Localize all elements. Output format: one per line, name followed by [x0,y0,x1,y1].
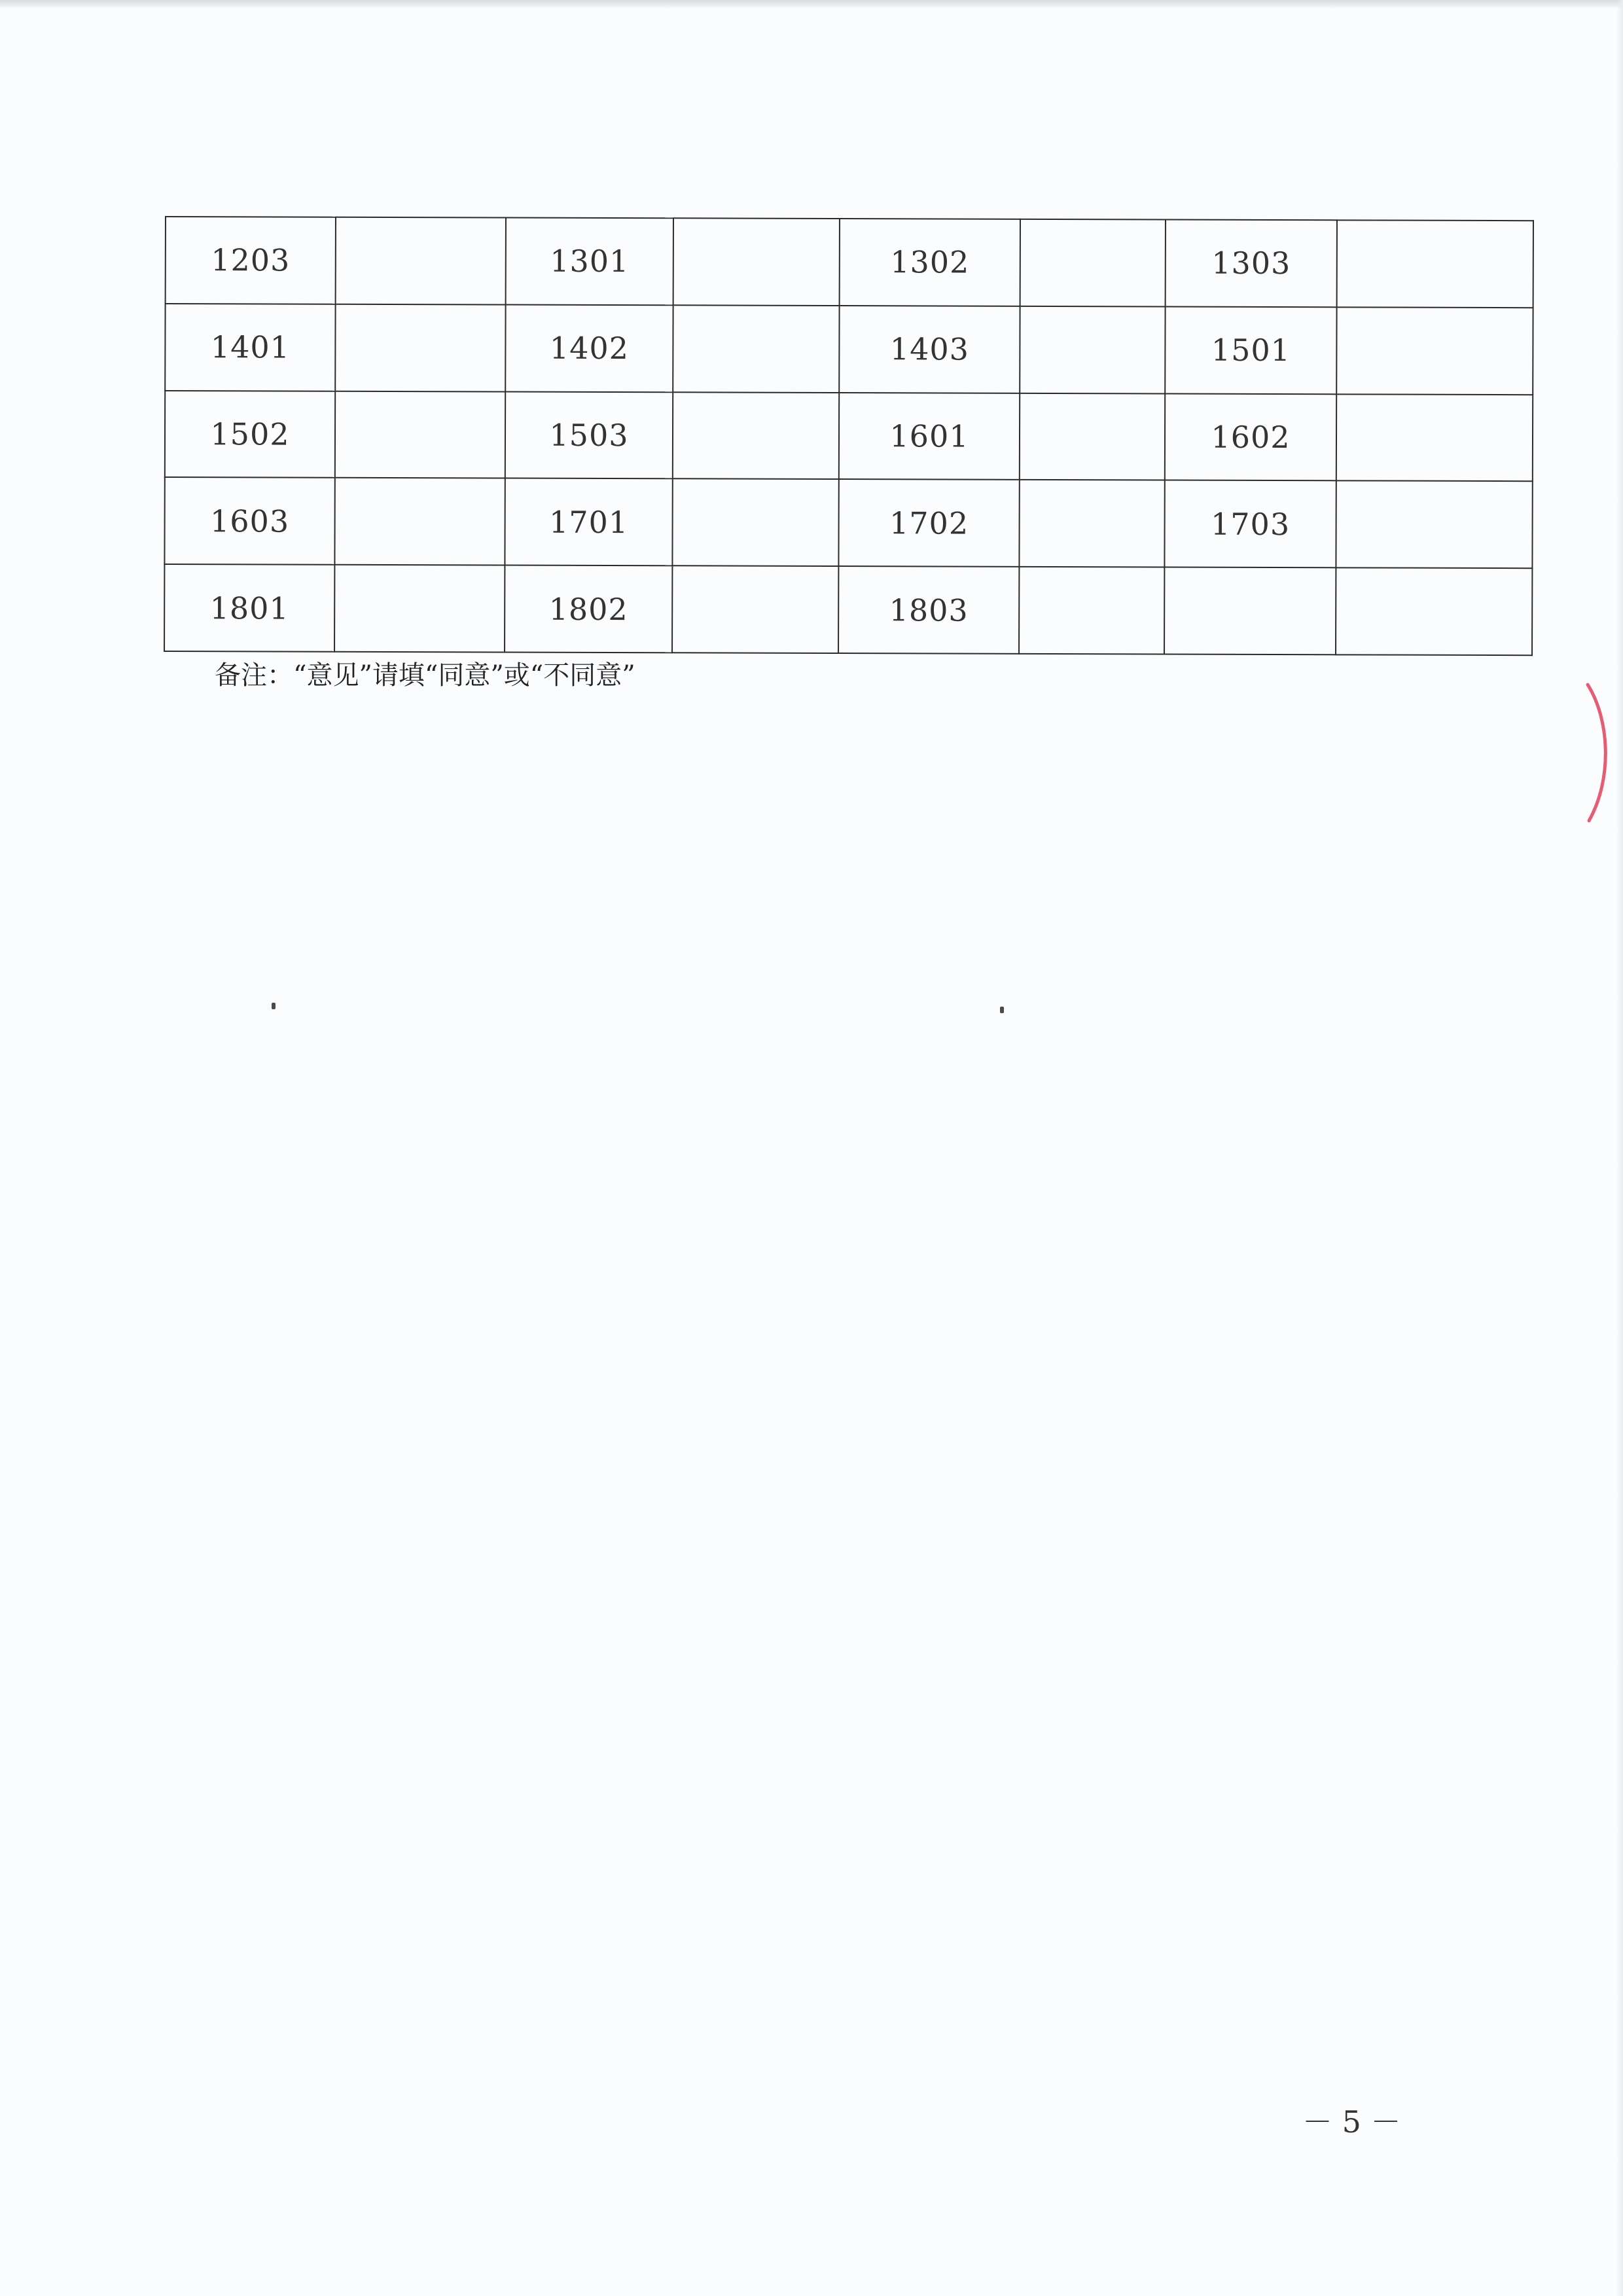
scan-speck [272,1003,276,1009]
room-number-cell: 1602 [1165,393,1336,481]
table-note: 备注：“意见”请填“同意”或“不同意” [215,660,635,691]
room-number-cell: 1401 [165,304,335,391]
vote-table [164,216,1534,656]
room-number-cell: 1703 [1164,480,1336,568]
room-number-cell: 1501 [1165,306,1336,394]
red-seal-edge-icon [1584,681,1623,825]
opinion-cell[interactable] [334,478,505,565]
room-number-cell: 1503 [505,391,673,479]
room-number-cell [1164,567,1336,655]
table-row [164,477,1532,568]
opinion-cell[interactable] [335,391,505,478]
opinion-cell[interactable] [1337,220,1533,308]
opinion-cell[interactable] [1020,306,1165,393]
room-number-cell: 1303 [1166,220,1337,308]
room-number-cell: 1701 [505,478,672,566]
table-row [165,304,1533,395]
opinion-cell[interactable] [1336,567,1532,655]
page-number: － 5 － [1302,2104,1401,2140]
opinion-cell[interactable] [1336,394,1533,482]
room-number-cell: 1203 [166,217,336,304]
opinion-cell[interactable] [673,218,840,306]
opinion-cell[interactable] [672,479,838,567]
scan-right-edge [1616,0,1623,2296]
opinion-cell[interactable] [1019,567,1164,654]
room-number-cell: 1302 [840,219,1020,306]
table-row [166,217,1533,308]
opinion-cell[interactable] [1336,481,1532,569]
room-number-cell: 1301 [506,218,673,306]
opinion-cell[interactable] [1336,307,1533,395]
room-number-cell: 1603 [164,477,334,565]
room-number-cell: 1702 [838,479,1019,567]
opinion-cell[interactable] [672,565,838,653]
opinion-cell[interactable] [336,217,506,305]
table-row [164,564,1532,655]
opinion-cell[interactable] [1019,480,1164,567]
opinion-cell[interactable] [335,304,505,392]
scan-speck [1000,1007,1004,1013]
scan-top-shadow [0,0,1623,9]
opinion-cell[interactable] [673,392,839,480]
opinion-cell[interactable] [673,305,839,393]
room-number-cell: 1803 [838,566,1019,654]
room-number-cell: 1402 [505,304,673,392]
table-row [165,391,1533,482]
room-number-cell: 1403 [839,306,1020,393]
opinion-cell[interactable] [334,565,505,653]
room-number-cell: 1801 [164,564,334,652]
room-number-cell: 1601 [839,393,1020,480]
room-number-cell: 1502 [165,391,335,478]
opinion-cell[interactable] [1020,393,1165,480]
room-number-cell: 1802 [505,565,672,653]
opinion-cell[interactable] [1020,219,1166,306]
